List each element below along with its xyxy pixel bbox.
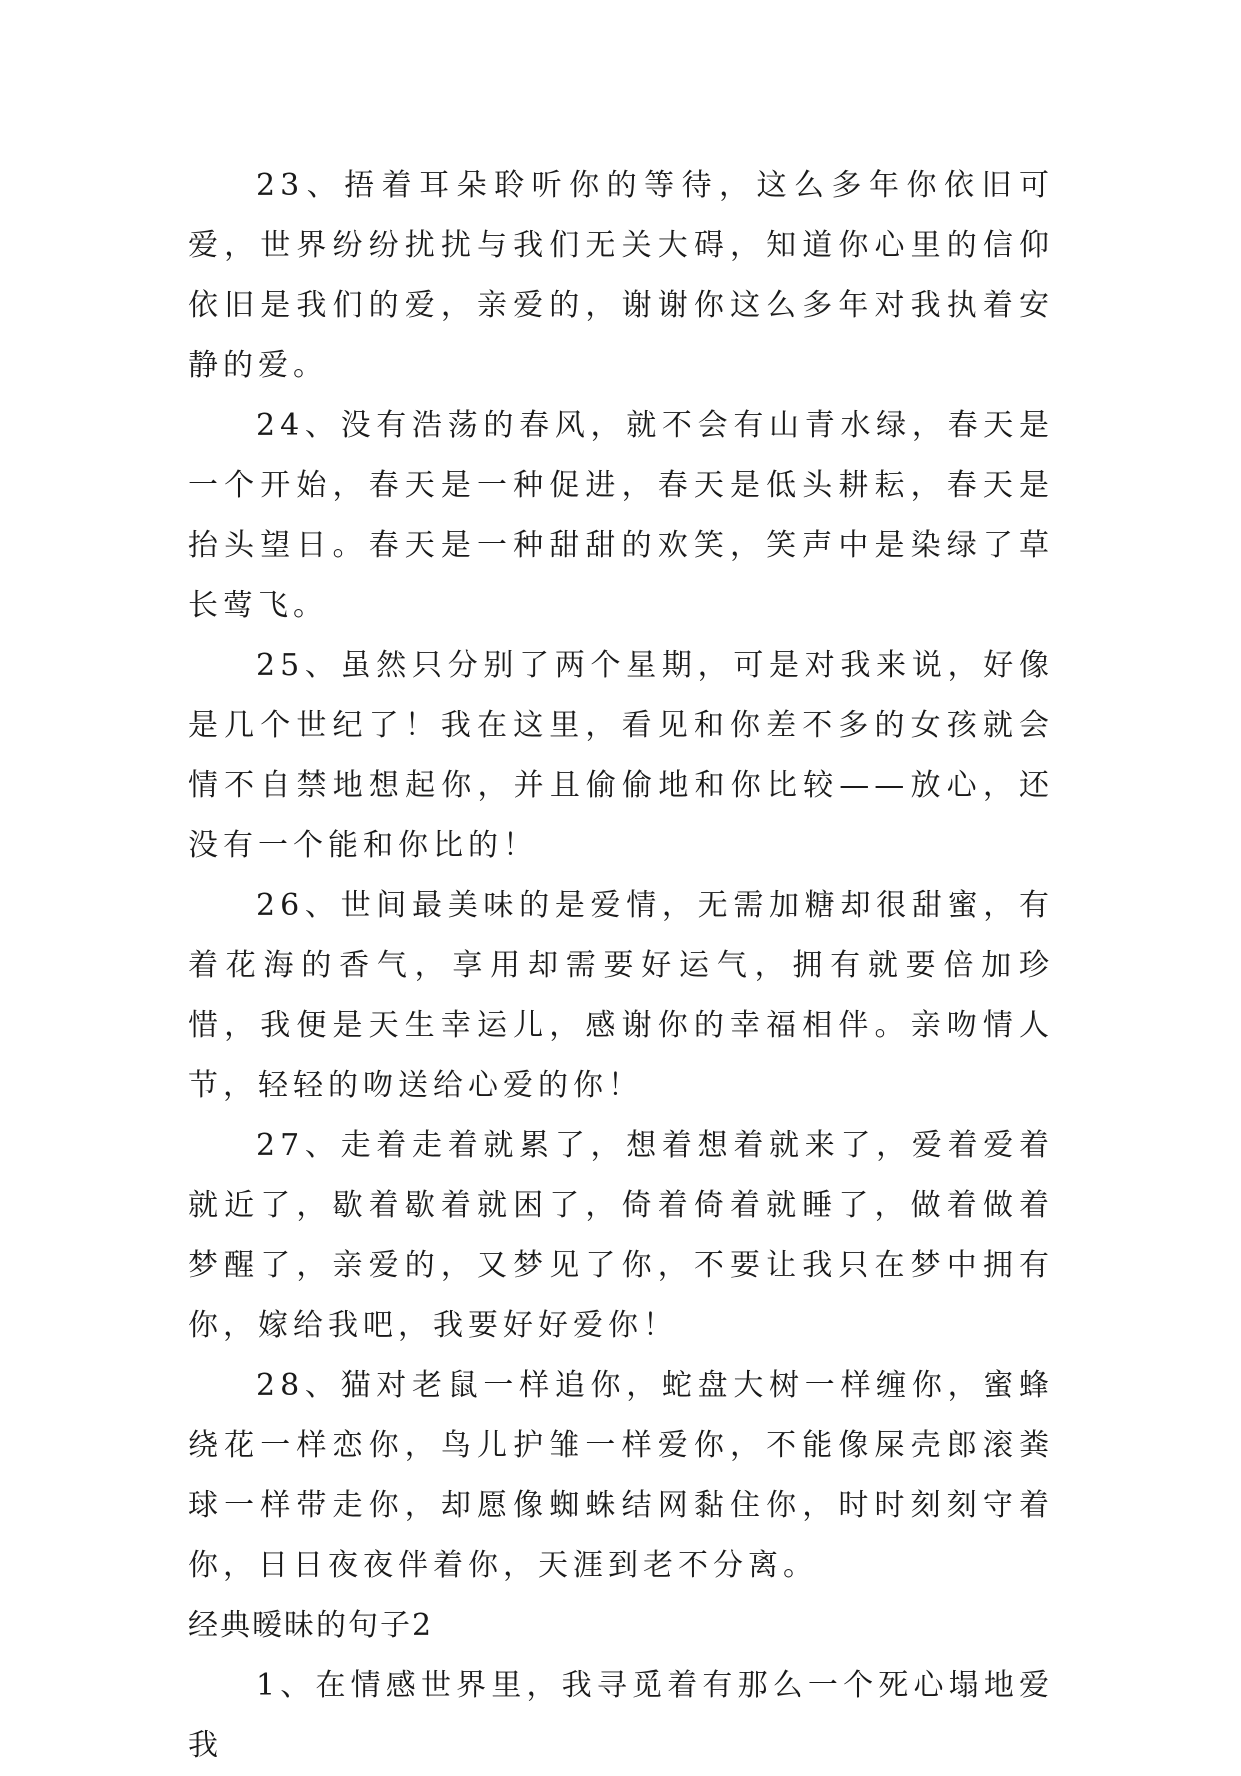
paragraph-28: 28、猫对老鼠一样追你，蛇盘大树一样缠你，蜜蜂绕花一样恋你，鸟儿护雏一样爱你，不能像屎壳郎滚粪球一样带走你，却愿像蜘蛛结网黏住你，时时刻刻守着你，日日夜夜伴着你，天涯到老不分离。 — [188, 1368, 1054, 1583]
paragraph-25: 25、虽然只分别了两个星期，可是对我来说，好像是几个世纪了！我在这里，看见和你差不多的女孩就会情不自禁地想起你，并且偷偷地和你比较——放心，还没有一个能和你比的！ — [188, 648, 1054, 863]
paragraph-23: 23、捂着耳朵聆听你的等待，这么多年你依旧可爱，世界纷纷扰扰与我们无关大碍，知道你心里的信仰依旧是我们的爱，亲爱的，谢谢你这么多年对我执着安静的爱。 — [188, 168, 1054, 383]
paragraph-26: 26、世间最美味的是爱情，无需加糖却很甜蜜，有着花海的香气，享用却需要好运气，拥有就要倍加珍惜，我便是天生幸运儿，感谢你的幸福相伴。亲吻情人节，轻轻的吻送给心爱的你！ — [188, 888, 1054, 1103]
document-body — [188, 156, 1054, 1776]
section-heading: 经典暧昧的句子2 — [188, 1608, 434, 1643]
paragraph-24: 24、没有浩荡的春风，就不会有山青水绿，春天是一个开始，春天是一种促进，春天是低头耕耘，春天是抬头望日。春天是一种甜甜的欢笑，笑声中是染绿了草长莺飞。 — [188, 408, 1054, 623]
paragraph-1: 1、在情感世界里，我寻觅着有那么一个死心塌地爱我 — [188, 1668, 1054, 1763]
paragraph-27: 27、走着走着就累了，想着想着就来了，爱着爱着就近了，歇着歇着就困了，倚着倚着就睡了，做着做着梦醒了，亲爱的，又梦见了你，不要让我只在梦中拥有你，嫁给我吧，我要好好爱你！ — [188, 1128, 1054, 1343]
